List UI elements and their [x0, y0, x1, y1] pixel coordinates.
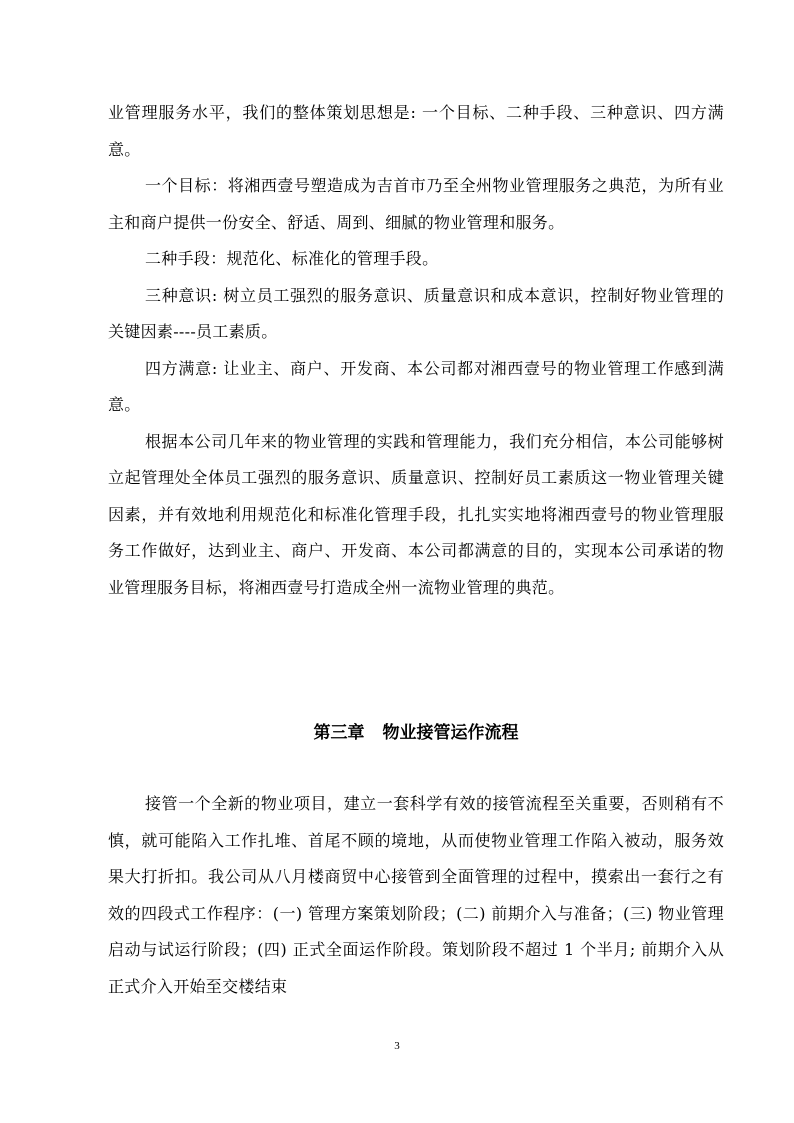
- paragraph-three-awareness: 三种意识: 树立员工强烈的服务意识、质量意识和成本意识，控制好物业管理的关键因素----员工素质。: [108, 285, 724, 341]
- chapter-heading: [108, 719, 724, 747]
- body-section-2: [108, 786, 724, 1005]
- paragraph-one-goal: 一个目标：将湘西壹号塑造成为吉首市乃至全州物业管理服务之典范，为所有业主和商户提供一份安全、舒适、周到、细腻的物业管理和服务。: [108, 176, 724, 232]
- chapter-number: 第三章: [313, 723, 365, 743]
- paragraph-two-means: 二种手段：规范化、标准化的管理手段。: [145, 249, 439, 268]
- body-section-1: [108, 95, 724, 606]
- page-number: 3: [394, 1040, 400, 1052]
- paragraph-four-satisfaction: 四方满意: 让业主、商户、开发商、本公司都对湘西壹号的物业管理工作感到满意。: [108, 358, 724, 414]
- paragraph-intro-continuation: 业管理服务水平，我们的整体策划思想是: 一个目标、二种手段、三种意识、四方满意。: [108, 103, 724, 159]
- paragraph-takeover-process: 接管一个全新的物业项目，建立一套科学有效的接管流程至关重要，否则稍有不慎，就可能陷入工作扎堆、首尾不顾的境地，从而使物业管理工作陷入被动，服务效果大打折扣。我公司从八月楼商贸中心接管到全面管理的过程中，摸索出一套行之有效的四段式工作程序：(一) 管理方案策划阶段；(二) 前期介入与准备；(三) 物业管理启动与试运行阶段；(四) 正式全面运作阶段。策划阶段不超过 1 个半月; 前期介入从正式介入开始至交楼结束: [108, 794, 724, 996]
- chapter-title: 物业接管运作流程: [382, 723, 519, 743]
- paragraph-conclusion: 根据本公司几年来的物业管理的实践和管理能力，我们充分相信，本公司能够树立起管理处全体员工强烈的服务意识、质量意识、控制好员工素质这一物业管理关键因素，并有效地利用规范化和标准化管理手段，扎扎实实地将湘西壹号的物业管理服务工作做好，达到业主、商户、开发商、本公司都满意的目的，实现本公司承诺的物业管理服务目标，将湘西壹号打造成全州一流物业管理的典范。: [108, 431, 724, 597]
